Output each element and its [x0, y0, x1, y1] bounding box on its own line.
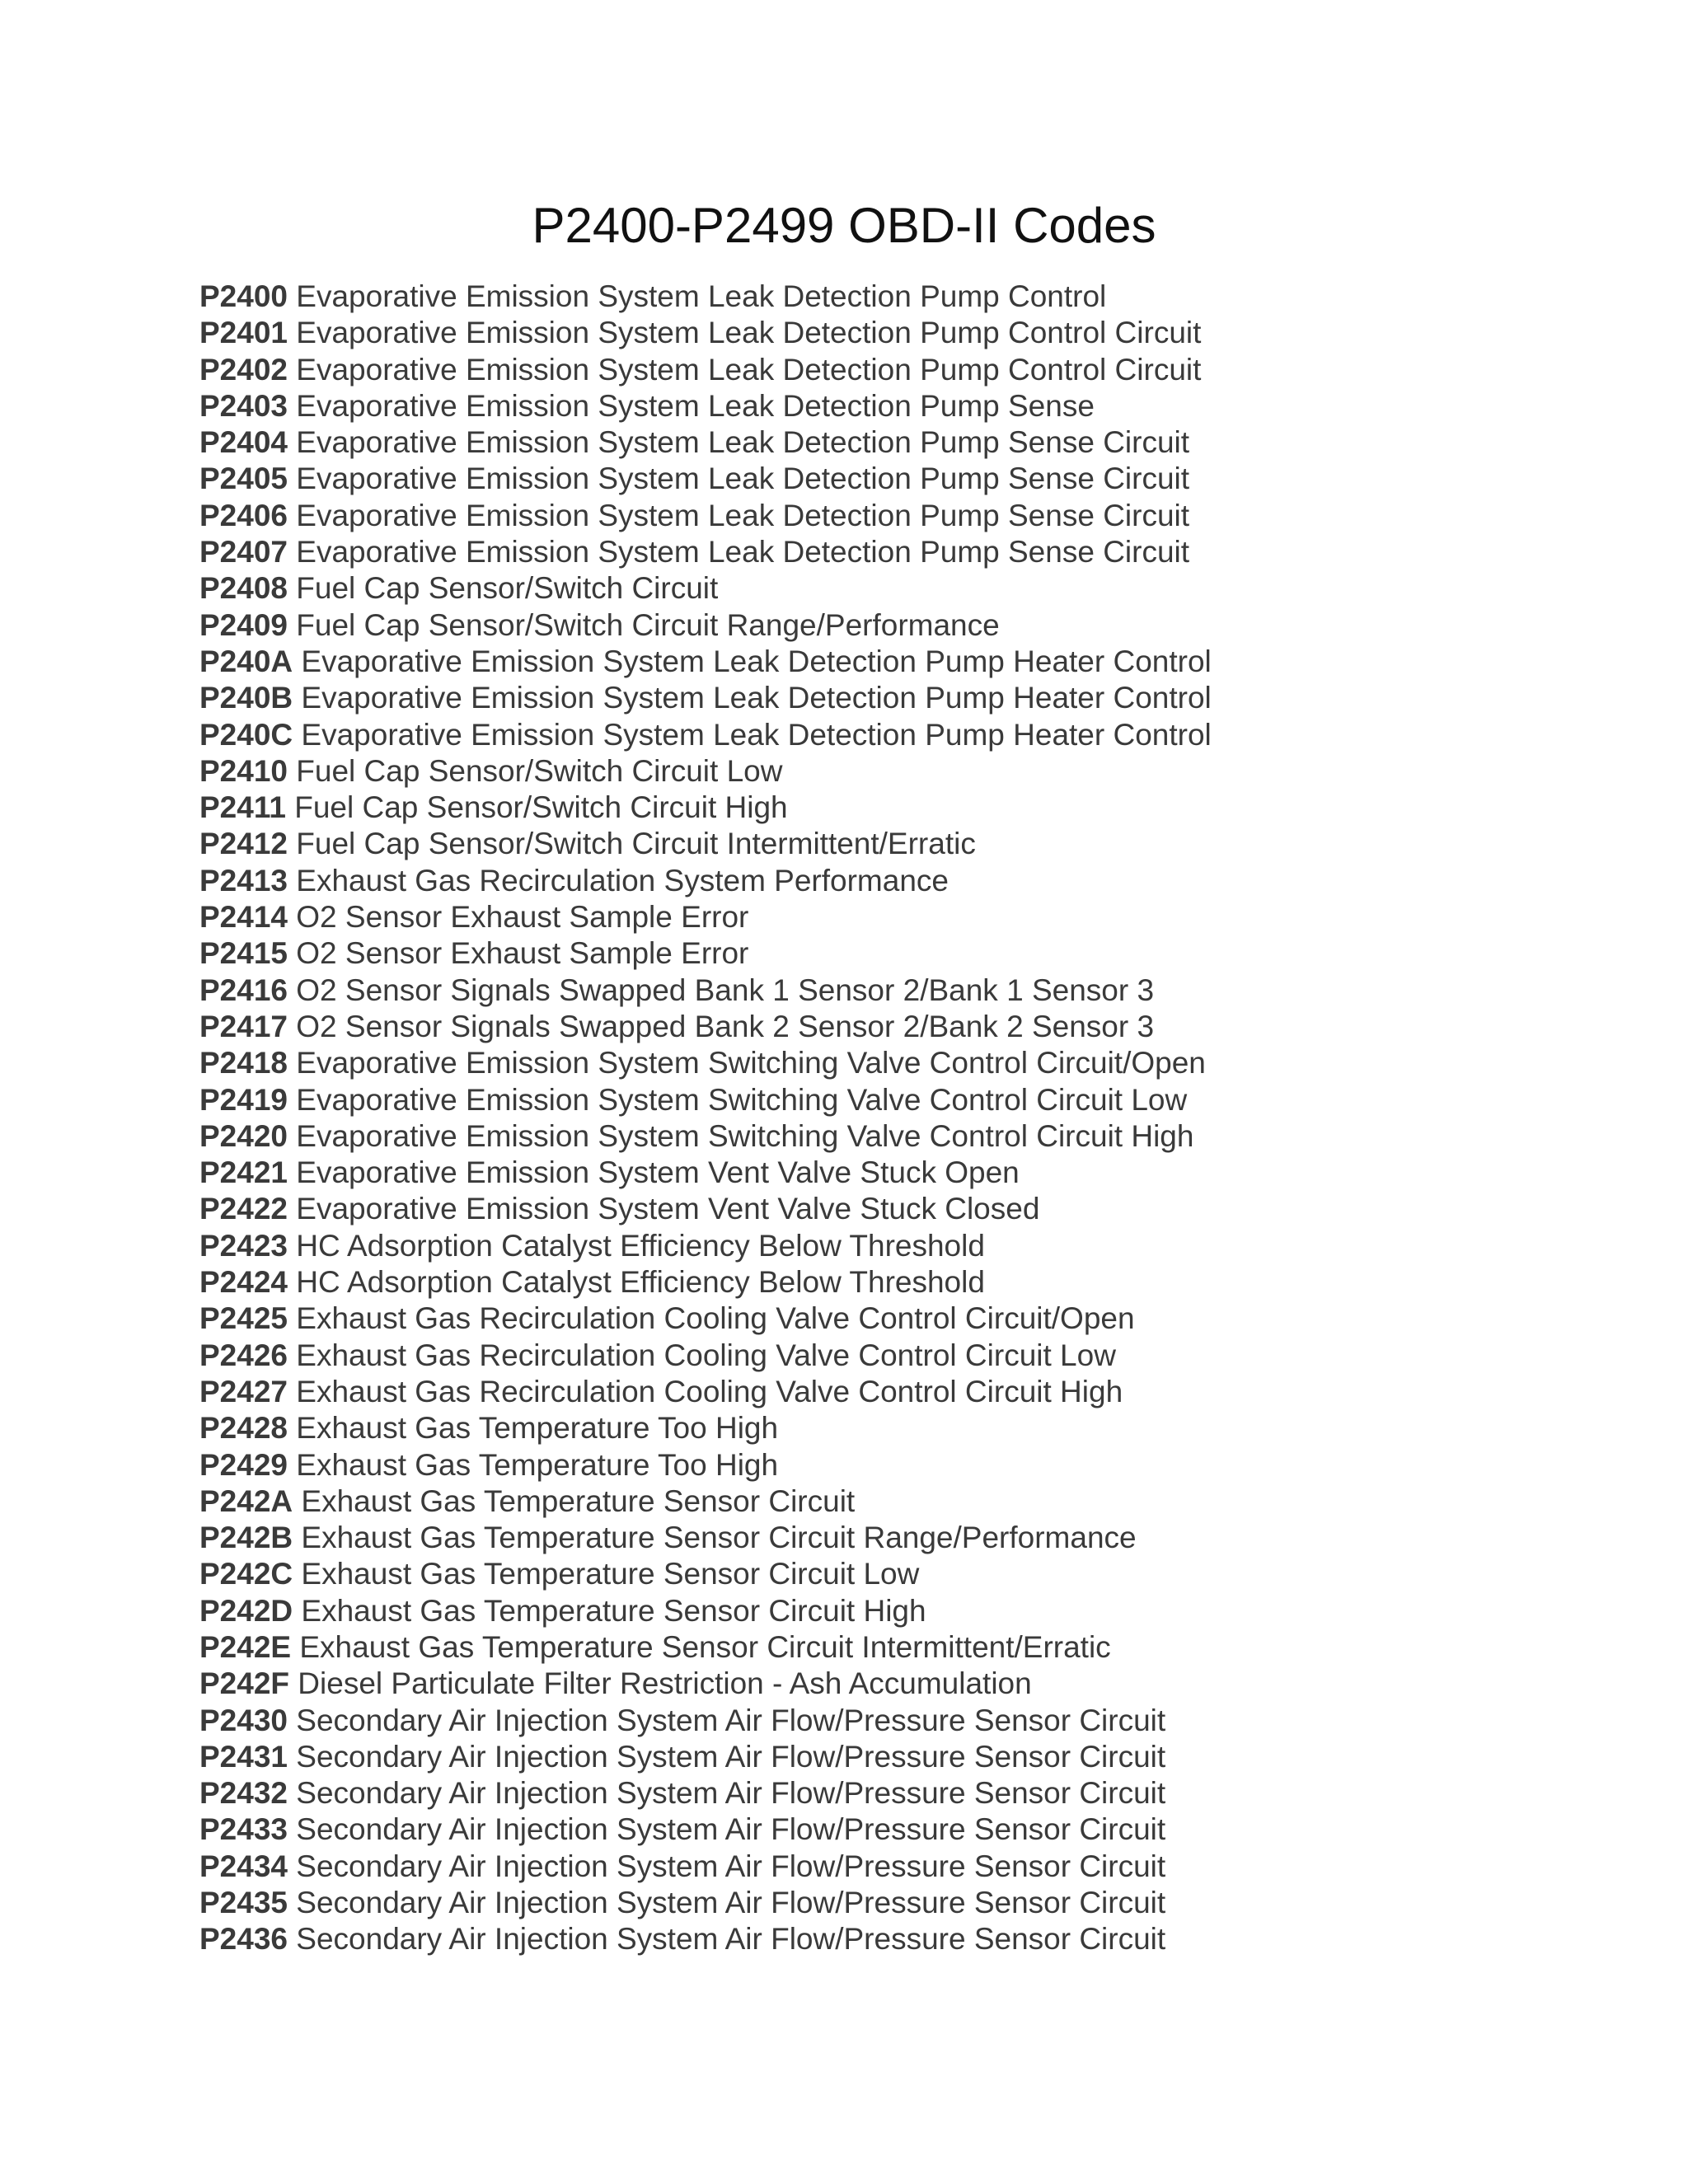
page-title: P2400-P2499 OBD-II Codes — [532, 198, 1156, 253]
list-item — [199, 1410, 1212, 1446]
list-item — [199, 1009, 1212, 1045]
list-item — [199, 1921, 1212, 1957]
code-id: P2426 — [199, 1338, 288, 1372]
code-id: P240A — [199, 644, 293, 678]
code-id: P2421 — [199, 1155, 288, 1190]
code-description: Evaporative Emission System Leak Detection Pump Heater Control — [301, 681, 1212, 715]
code-description: O2 Sensor Exhaust Sample Error — [296, 936, 749, 971]
code-description: Secondary Air Injection System Air Flow/Pressure Sensor Circuit — [296, 1703, 1166, 1737]
list-item — [199, 1739, 1212, 1775]
code-id: P2425 — [199, 1301, 288, 1336]
code-id: P2423 — [199, 1228, 288, 1263]
list-item — [199, 279, 1212, 315]
code-id: P2433 — [199, 1812, 288, 1847]
code-description: Evaporative Emission System Switching Valve Control Circuit High — [296, 1118, 1194, 1153]
code-description: Exhaust Gas Temperature Too High — [296, 1447, 779, 1482]
list-item — [199, 680, 1212, 716]
code-description: Exhaust Gas Recirculation Cooling Valve Control Circuit High — [296, 1374, 1123, 1408]
list-item — [199, 863, 1212, 899]
code-id: P2411 — [199, 790, 286, 825]
code-description: Secondary Air Injection System Air Flow/Pressure Sensor Circuit — [296, 1922, 1166, 1957]
code-description: Exhaust Gas Temperature Sensor Circuit Range/Performance — [301, 1521, 1137, 1555]
list-item — [199, 1703, 1212, 1739]
code-list — [199, 279, 1212, 1958]
code-id: P242D — [199, 1593, 293, 1628]
code-description: Evaporative Emission System Leak Detection Pump Sense Circuit — [296, 498, 1190, 532]
code-id: P2435 — [199, 1886, 288, 1920]
code-id: P242B — [199, 1521, 293, 1555]
code-id: P242E — [199, 1629, 292, 1664]
list-item — [199, 352, 1212, 388]
code-id: P2427 — [199, 1374, 288, 1408]
code-id: P2419 — [199, 1082, 288, 1117]
code-description: Evaporative Emission System Vent Valve Stuck Closed — [296, 1192, 1040, 1226]
code-id: P2415 — [199, 936, 288, 971]
code-description: Secondary Air Injection System Air Flow/Pressure Sensor Circuit — [296, 1812, 1166, 1847]
code-description: Secondary Air Injection System Air Flow/Pressure Sensor Circuit — [296, 1849, 1166, 1883]
code-id: P2404 — [199, 425, 288, 460]
list-item — [199, 1520, 1212, 1556]
code-description: Evaporative Emission System Switching Valve Control Circuit Low — [296, 1082, 1188, 1117]
list-item — [199, 1374, 1212, 1410]
list-item — [199, 534, 1212, 570]
code-id: P2413 — [199, 863, 288, 898]
list-item — [199, 1775, 1212, 1811]
list-item — [199, 1483, 1212, 1520]
code-description: Secondary Air Injection System Air Flow/Pressure Sensor Circuit — [296, 1776, 1166, 1811]
code-id: P2412 — [199, 827, 288, 861]
list-item — [199, 1155, 1212, 1191]
code-description: Evaporative Emission System Leak Detection Pump Control Circuit — [296, 316, 1202, 350]
code-description: O2 Sensor Signals Swapped Bank 2 Sensor 2/Bank 2 Sensor 3 — [296, 1009, 1155, 1043]
code-id: P2402 — [199, 352, 288, 387]
code-description: Evaporative Emission System Leak Detection Pump Heater Control — [301, 644, 1212, 678]
list-item — [199, 935, 1212, 972]
list-item — [199, 1045, 1212, 1081]
code-description: Exhaust Gas Recirculation Cooling Valve Control Circuit Low — [296, 1338, 1116, 1372]
code-id: P2429 — [199, 1447, 288, 1482]
code-description: Exhaust Gas Recirculation Cooling Valve Control Circuit/Open — [296, 1301, 1135, 1336]
list-item — [199, 424, 1212, 461]
code-id: P2410 — [199, 753, 288, 788]
code-id: P240B — [199, 681, 293, 715]
list-item — [199, 644, 1212, 680]
code-description: Exhaust Gas Temperature Too High — [296, 1411, 779, 1446]
code-id: P2401 — [199, 316, 288, 350]
list-item — [199, 1629, 1212, 1666]
code-id: P2420 — [199, 1118, 288, 1153]
code-id: P2408 — [199, 571, 288, 606]
list-item — [199, 388, 1212, 424]
list-item — [199, 1264, 1212, 1301]
code-id: P242F — [199, 1666, 290, 1701]
code-description: HC Adsorption Catalyst Efficiency Below Threshold — [296, 1265, 985, 1300]
code-description: Exhaust Gas Temperature Sensor Circuit — [301, 1483, 856, 1518]
list-item — [199, 1593, 1212, 1629]
code-description: HC Adsorption Catalyst Efficiency Below Threshold — [296, 1228, 985, 1263]
list-item — [199, 1338, 1212, 1374]
code-description: Exhaust Gas Temperature Sensor Circuit High — [301, 1593, 926, 1628]
code-description: Exhaust Gas Temperature Sensor Circuit Intermittent/Erratic — [299, 1629, 1111, 1664]
code-description: Fuel Cap Sensor/Switch Circuit — [296, 571, 719, 606]
code-description: Evaporative Emission System Leak Detection Pump Control Circuit — [296, 352, 1202, 387]
code-id: P2403 — [199, 388, 288, 423]
code-id: P242A — [199, 1483, 293, 1518]
list-item — [199, 1556, 1212, 1592]
code-id: P2422 — [199, 1192, 288, 1226]
list-item — [199, 1082, 1212, 1118]
code-id: P2400 — [199, 279, 288, 313]
code-id: P2405 — [199, 462, 288, 496]
code-id: P2406 — [199, 498, 288, 532]
list-item — [199, 607, 1212, 644]
code-id: P2416 — [199, 972, 288, 1007]
code-id: P2407 — [199, 535, 288, 569]
code-description: Fuel Cap Sensor/Switch Circuit Range/Performance — [296, 607, 1000, 642]
code-description: Fuel Cap Sensor/Switch Circuit High — [294, 790, 788, 825]
code-description: Diesel Particulate Filter Restriction - Ash Accumulation — [298, 1666, 1032, 1701]
code-id: P242C — [199, 1557, 293, 1591]
list-item — [199, 1118, 1212, 1155]
list-item — [199, 461, 1212, 497]
code-id: P2431 — [199, 1739, 288, 1774]
list-item — [199, 1447, 1212, 1483]
list-item — [199, 972, 1212, 1009]
list-item — [199, 1885, 1212, 1921]
code-description: Secondary Air Injection System Air Flow/Pressure Sensor Circuit — [296, 1739, 1166, 1774]
code-id: P2424 — [199, 1265, 288, 1300]
code-id: P2414 — [199, 900, 288, 935]
code-id: P2432 — [199, 1776, 288, 1811]
code-id: P2417 — [199, 1009, 288, 1043]
code-description: Evaporative Emission System Leak Detection Pump Sense — [296, 388, 1095, 423]
code-description: O2 Sensor Exhaust Sample Error — [296, 900, 749, 935]
code-id: P2434 — [199, 1849, 288, 1883]
list-item — [199, 717, 1212, 753]
list-item — [199, 315, 1212, 351]
list-item — [199, 570, 1212, 607]
code-description: Fuel Cap Sensor/Switch Circuit Low — [296, 753, 783, 788]
list-item — [199, 790, 1212, 826]
code-id: P2430 — [199, 1703, 288, 1737]
code-description: Evaporative Emission System Switching Valve Control Circuit/Open — [296, 1046, 1206, 1080]
list-item — [199, 1228, 1212, 1264]
list-item — [199, 1191, 1212, 1227]
code-description: Exhaust Gas Recirculation System Performance — [296, 863, 949, 898]
code-id: P240C — [199, 717, 293, 752]
list-item — [199, 826, 1212, 862]
list-item — [199, 1811, 1212, 1848]
code-description: O2 Sensor Signals Swapped Bank 1 Sensor 2/Bank 1 Sensor 3 — [296, 972, 1155, 1007]
list-item — [199, 498, 1212, 534]
list-item — [199, 1666, 1212, 1702]
code-description: Evaporative Emission System Leak Detection Pump Heater Control — [301, 717, 1212, 752]
code-id: P2436 — [199, 1922, 288, 1957]
code-description: Evaporative Emission System Vent Valve Stuck Open — [296, 1155, 1020, 1190]
code-description: Evaporative Emission System Leak Detection Pump Control — [296, 279, 1107, 313]
code-id: P2418 — [199, 1046, 288, 1080]
code-description: Evaporative Emission System Leak Detection Pump Sense Circuit — [296, 535, 1190, 569]
code-description: Fuel Cap Sensor/Switch Circuit Intermittent/Erratic — [296, 827, 976, 861]
code-id: P2428 — [199, 1411, 288, 1446]
code-id: P2409 — [199, 607, 288, 642]
list-item — [199, 1301, 1212, 1337]
code-description: Evaporative Emission System Leak Detection Pump Sense Circuit — [296, 462, 1190, 496]
list-item — [199, 753, 1212, 790]
list-item — [199, 899, 1212, 935]
code-description: Exhaust Gas Temperature Sensor Circuit Low — [301, 1557, 920, 1591]
list-item — [199, 1849, 1212, 1885]
code-description: Secondary Air Injection System Air Flow/Pressure Sensor Circuit — [296, 1886, 1166, 1920]
code-description: Evaporative Emission System Leak Detection Pump Sense Circuit — [296, 425, 1190, 460]
